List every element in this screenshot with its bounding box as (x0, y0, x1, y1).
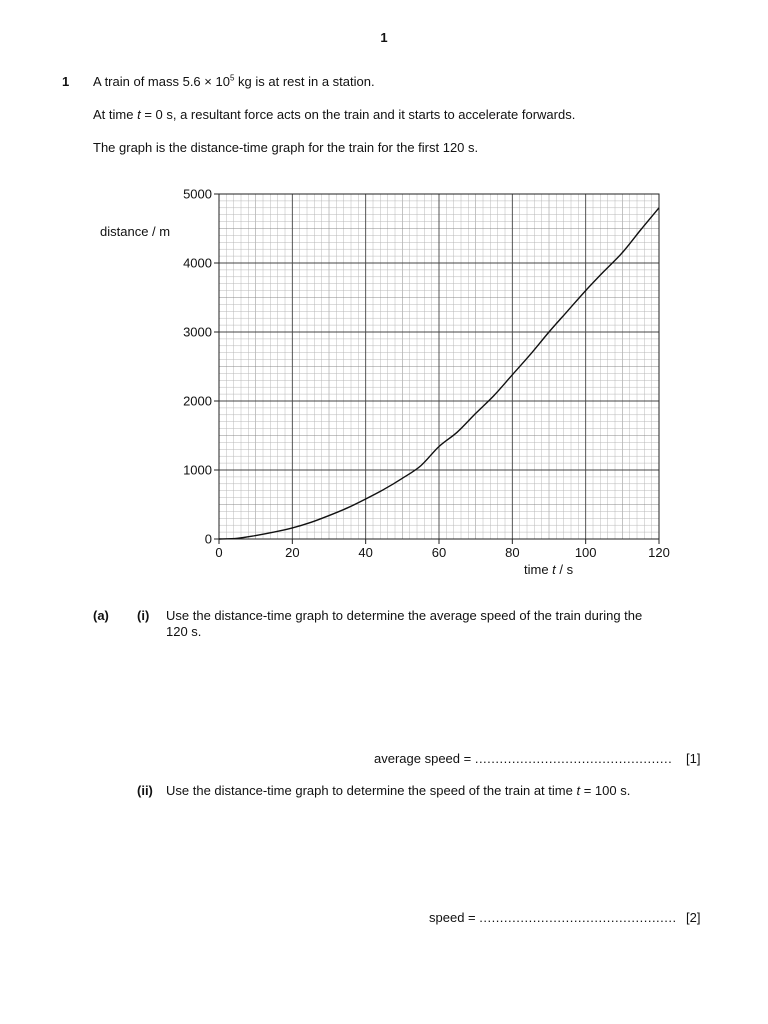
question-line-force: At time t = 0 s, a resultant force acts on the train and it starts to accelerate forwards. (93, 107, 576, 122)
part-a-ii-text: Use the distance-time graph to determine the speed of the train at time t = 100 s. (166, 783, 631, 798)
y-tick-label: 0 (204, 531, 212, 547)
average-speed-answer-line: average speed = ................................................ (374, 751, 673, 766)
question-number: 1 (62, 74, 70, 89)
part-a-i-text: Use the distance-time graph to determine the average speed of the train during the (166, 608, 643, 623)
part-a-ii-label: (ii) (137, 783, 153, 798)
x-tick-label: 80 (505, 545, 520, 560)
y-tick-label: 3000 (183, 324, 212, 340)
x-tick-label: 100 (574, 545, 597, 560)
part-a-label: (a) (93, 608, 109, 623)
y-axis-label: distance / m (100, 224, 171, 239)
y-tick-label: 2000 (183, 393, 212, 409)
page-number: 1 (380, 30, 388, 45)
question-line-graph: The graph is the distance-time graph for the train for the first 120 s. (93, 140, 479, 155)
average-speed-answer-dots[interactable]: ................................................ (474, 751, 673, 766)
x-tick-label: 120 (648, 545, 670, 560)
part-a-i-label: (i) (137, 608, 150, 623)
distance-time-chart (0, 178, 768, 588)
speed-answer-line: speed = ................................................ (429, 910, 677, 925)
x-tick-label: 60 (431, 545, 447, 560)
y-axis-ticks (183, 187, 219, 547)
part-a-i-marks: [1] (686, 751, 701, 766)
y-tick-label: 1000 (183, 462, 212, 478)
x-tick-label: 20 (285, 545, 300, 560)
x-tick-label: 40 (358, 545, 373, 560)
x-tick-label: 0 (215, 545, 223, 560)
y-tick-label: 5000 (183, 186, 212, 202)
question-line-mass: A train of mass $5.6 \times 10^5$ kg is at rest in a station. (93, 73, 375, 89)
x-axis-ticks (215, 539, 669, 560)
x-axis-label: time t / s (524, 562, 574, 577)
part-a-i-text-cont: 120 s. (166, 624, 202, 639)
part-a-ii-marks: [2] (686, 910, 701, 925)
y-tick-label: 4000 (183, 255, 212, 271)
speed-answer-dots[interactable]: ................................................ (479, 910, 677, 925)
